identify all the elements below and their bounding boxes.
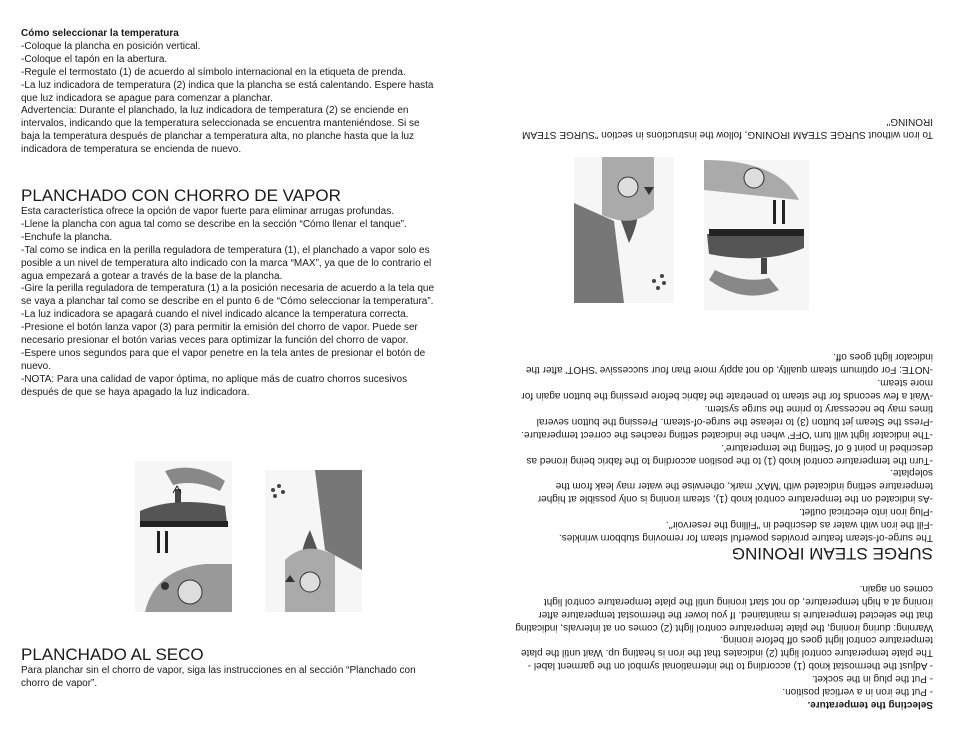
temperature-line: -Coloque la plancha en posición vertical. xyxy=(21,40,201,52)
dry-section-en xyxy=(513,114,933,140)
steam-note: -NOTA: Para una calidad de vapor óptima, no aplique más de cuatro chorros sucesivos después de que se haya apagado la luz indicadora. xyxy=(21,373,408,398)
iron-side-illustration-en xyxy=(704,160,809,310)
temperature-line: -Coloque el tapón en la abertura. xyxy=(21,53,168,65)
dry-text: Para planchar sin el chorro de vapor, siga las instrucciones en al sección “Planchado con chorro de vapor”. xyxy=(21,665,416,689)
steam-line-en: -The indicator light will turn 'OFF' when the indicated setting reaches the correct temperature. xyxy=(521,428,933,440)
steam-line-en: -Turn the temperature control knob (1) to the position according to the fabric being ironed as described in point 6 of 'Setting the temperature'. xyxy=(526,441,933,466)
steam-note-en: -NOTE: For optimum steam quality, do not apply more than four successive 'SHOT' after the indicator light goes off. xyxy=(525,351,933,376)
steam-line: -Enchufe la plancha. xyxy=(21,231,113,243)
steam-line-en: -Fill the iron with water as described in "Filling the reservoir". xyxy=(665,519,933,531)
iron-side-illustration xyxy=(135,461,232,564)
temperature-warning: Advertencia: Durante el planchado, la luz indicadora de temperatura (2) se enciende en intervalos, indicando que la temperatura seleccionada se encuentra manteniéndose. Si se baja la temperatura después de planchar a temperatura alta, no planche hasta que la luz indicadora de temperatura se encienda de nuevo. xyxy=(21,105,420,156)
steam-line-en: The surge-of-steam feature provides powerful steam for removing stubborn wrinkles. xyxy=(558,532,933,543)
steam-line-en: -Plug iron into electrical outlet. xyxy=(799,506,933,518)
steam-heading: PLANCHADO CON CHORRO DE VAPOR xyxy=(21,186,341,205)
rotated-page-content xyxy=(477,0,954,738)
temperature-line: -La luz indicadora de temperatura (2) indica que la plancha se está calentando. Espere hasta que luz indicadora se apague para comenzar a planchar. xyxy=(21,79,434,104)
steam-line-en: -As indicated on the temperature control knob (1), steam ironing is only possible at higher temperature setting indicated with 'MAX' mark, otherwise the water may leak from the soleplate. xyxy=(537,467,933,505)
iron-upright-illustration xyxy=(265,470,362,612)
temperature-heading-en: Selecting the temperature. xyxy=(807,699,933,710)
temperature-line-en: - Put the plug in the socket. xyxy=(811,673,933,685)
dry-section xyxy=(21,645,441,691)
temperature-warning-en: Warning: during ironing, the plate temperature control light (2) comes on at intervals, indicating that the selected temperature is maintained. If you lower the thermostat temperature after ironing at a high temperature, do not start ironing until the plate temperature control light comes on again. xyxy=(515,582,933,633)
steam-section-en xyxy=(513,349,933,563)
right-page xyxy=(477,0,954,738)
steam-line: -Gire la perilla reguladora de temperatura (1) a la posición necesaria de acuerdo a la tela que se vaya a planchar tal como se describe en el punto 6 de “Cómo seleccionar la temperatura”. xyxy=(21,283,435,308)
steam-line: -Espere unos segundos para que el vapor penetre en la tela antes de presionar el botón de nuevo. xyxy=(21,347,426,372)
steam-heading-en: SURGE STEAM IRONING xyxy=(731,544,933,563)
steam-line: -Tal como se indica en la perilla reguladora de temperatura (1), el planchado a vapor solo es posible a un nivel de temperatura alto indicado con la marca “MAX”, ya que de lo contrario el agua empezará a gotear a través de la base de la plancha. xyxy=(21,244,432,282)
dry-heading: PLANCHADO AL SECO xyxy=(21,645,204,664)
temperature-section xyxy=(21,28,441,157)
steam-line: -Presione el botón lanza vapor (3) para permitir la emisión del chorro de vapor. Puede ser necesario presionar el botón varias veces para optimizar la función del chorro de vapor. xyxy=(21,322,418,347)
temperature-line-en: - Adjust the thermostat knob (1) according to the international symbol on the garment label - The plate temperature control light (2) indicates that the iron is heating up. Wait until the plate temperature control light goes off before ironing. xyxy=(520,634,933,672)
iron-upright-illustration-en xyxy=(574,157,674,303)
steam-line-en: -Wait a few seconds for the steam to penetrate the fabric before pressing the button again for more steam. xyxy=(521,377,933,402)
steam-line: -Llene la plancha con agua tal como se describe en la sección “Cómo llenar el tanque”. xyxy=(21,218,407,230)
steam-line: -La luz indicadora se apagará cuando el nivel indicado alcance la temperatura correcta. xyxy=(21,309,409,321)
steam-line-en: -Press the Steam jet button (3) to release the surge-of-steam. Pressing the button several times may be necessary to prime the surge system. xyxy=(536,402,933,427)
temperature-heading: Cómo seleccionar la temperatura xyxy=(21,28,179,39)
thermostat-knob-illustration xyxy=(135,564,232,612)
temperature-line: -Regule el termostato (1) de acuerdo al símbolo internacional en la etiqueta de prenda. xyxy=(21,66,406,78)
temperature-line-en: - Put the iron in a vertical position. xyxy=(782,686,933,698)
temperature-section-en xyxy=(513,581,933,710)
dry-text-en: To iron without SURGE STEAM IRONING, follow the instructions in section "SURGE STEAM IRONING" xyxy=(522,116,933,140)
steam-line: Esta característica ofrece la opción de vapor fuerte para eliminar arrugas profundas. xyxy=(21,206,394,217)
steam-section xyxy=(21,186,441,400)
